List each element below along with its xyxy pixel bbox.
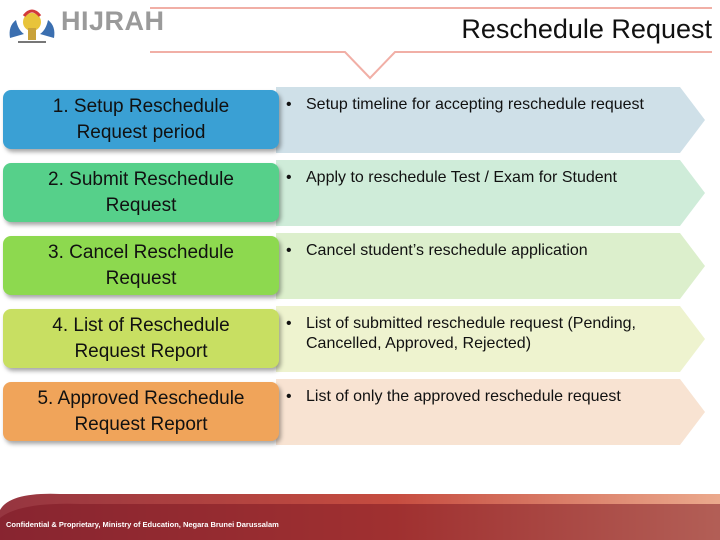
- process-row: [0, 229, 720, 299]
- description-text: Apply to reschedule Test / Exam for Student: [306, 169, 617, 186]
- description-text: Setup timeline for accepting reschedule request: [306, 96, 644, 113]
- step-title-line2: Request: [105, 267, 177, 289]
- step-label-box: [3, 236, 279, 295]
- step-description: [286, 95, 696, 115]
- step-label-box: [3, 163, 279, 222]
- step-title-line2: Request Report: [74, 340, 208, 362]
- process-row: [0, 302, 720, 372]
- process-row: [0, 156, 720, 226]
- step-title-line2: Request: [105, 194, 177, 216]
- step-label-box: [3, 90, 279, 149]
- step-label-box: [3, 382, 279, 441]
- step-description: [286, 241, 696, 261]
- process-row: [0, 375, 720, 445]
- page-title: Reschedule Request: [461, 14, 712, 44]
- process-row: [0, 83, 720, 153]
- step-title: 4. List of Reschedule: [52, 314, 230, 336]
- step-title: 1. Setup Reschedule: [52, 95, 230, 117]
- step-title: 5. Approved Reschedule: [37, 387, 245, 409]
- step-title: 2. Submit Reschedule: [48, 168, 234, 190]
- description-text: List of submitted reschedule request (Pending, Cancelled, Approved, Rejected): [306, 315, 636, 352]
- bullet-icon: •: [286, 169, 292, 186]
- description-text: List of only the approved reschedule request: [306, 388, 621, 405]
- bullet-icon: •: [286, 315, 292, 332]
- logo-wordmark: HIJRAH: [61, 6, 165, 36]
- step-description: [286, 168, 696, 188]
- bullet-icon: •: [286, 242, 292, 259]
- bullet-icon: •: [286, 96, 292, 113]
- step-label-box: [3, 309, 279, 368]
- step-description: [286, 387, 696, 407]
- bullet-icon: •: [286, 388, 292, 405]
- step-title-line2: Request Report: [74, 413, 208, 435]
- footer-confidential-text: Confidential & Proprietary, Ministry of Education, Negara Brunei Darussalam: [6, 520, 279, 529]
- step-title: 3. Cancel Reschedule: [48, 241, 234, 263]
- description-text: Cancel student’s reschedule application: [306, 242, 588, 259]
- step-description: [286, 314, 696, 354]
- step-title-line2: Request period: [76, 121, 206, 143]
- footer-band: [0, 488, 720, 540]
